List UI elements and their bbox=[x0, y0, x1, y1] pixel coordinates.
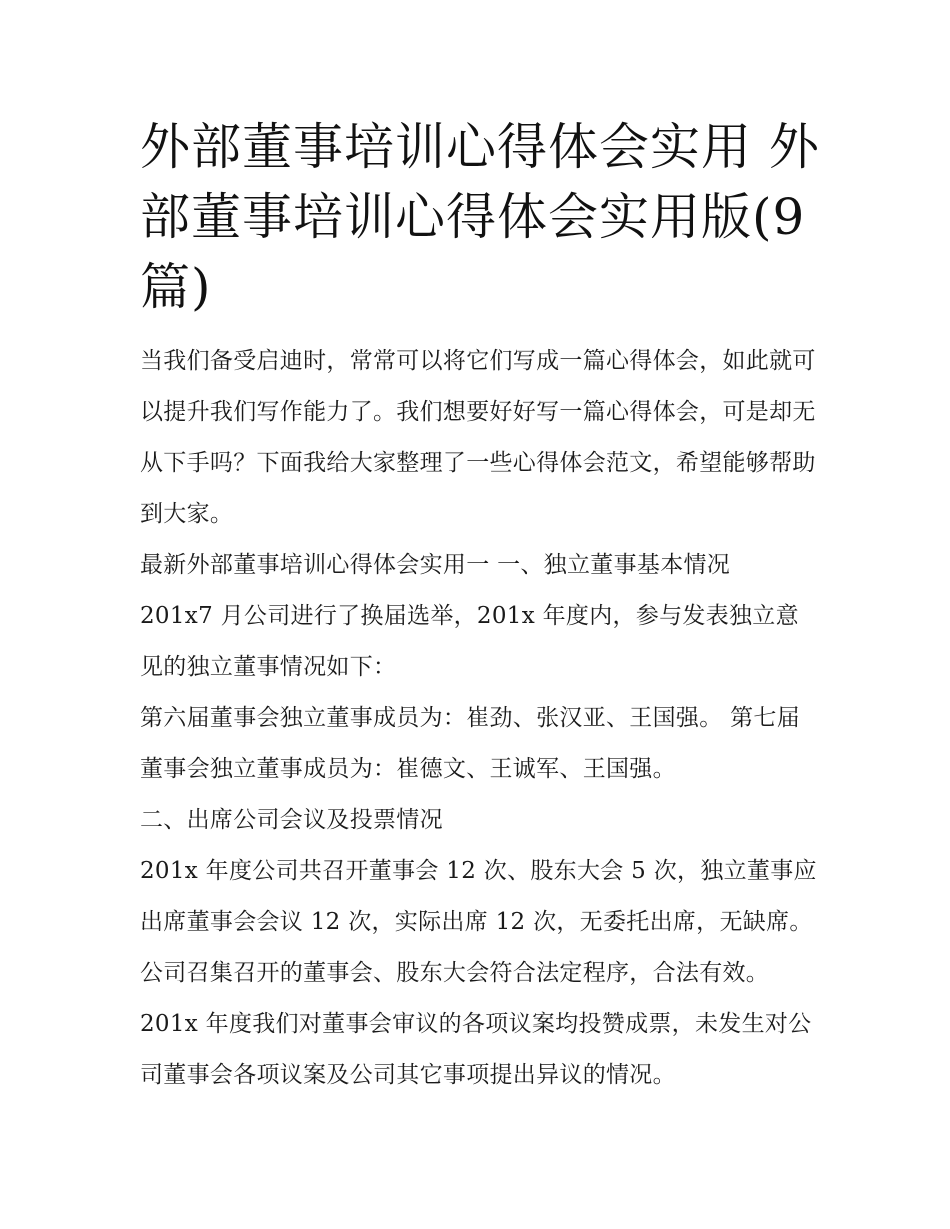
paragraph-meetings-detail: 201x 年度公司共召开董事会 12 次、股东大会 5 次，独立董事应出席董事会会议 12 次，实际出席 12 次，无委托出席，无缺席。公司召集召开的董事会、股东大会符合法定程序，合法有效。201x 年度我们对董事会审议的各项议案均投赞成票，未发生对公司董事会各项议案及公司其它事项提出异议的情况。 bbox=[140, 858, 817, 1088]
paragraph-intro: 当我们备受启迪时，常常可以将它们写成一篇心得体会，如此就可以提升我们写作能力了。我们想要好好写一篇心得体会，可是却无从下手吗？下面我给大家整理了一些心得体会范文，希望能够帮助到大家。 bbox=[140, 348, 816, 527]
paragraph-meetings-heading: 二、出席公司会议及投票情况 bbox=[140, 807, 443, 833]
document-title: 外部董事培训心得体会实用 外部董事培训心得体会实用版(9篇) bbox=[140, 118, 820, 316]
document-page bbox=[140, 112, 820, 1101]
paragraph-board-members: 第六届董事会独立董事成员为：崔劲、张汉亚、王国强。 第七届董事会独立董事成员为：崔德文、王诚军、王国强。 bbox=[140, 705, 801, 782]
paragraph-election: 201x7 月公司进行了换届选举，201x 年度内，参与发表独立意见的独立董事情况如下： bbox=[140, 603, 799, 680]
paragraph-section-heading: 最新外部董事培训心得体会实用一 一、独立董事基本情况 bbox=[140, 552, 731, 578]
